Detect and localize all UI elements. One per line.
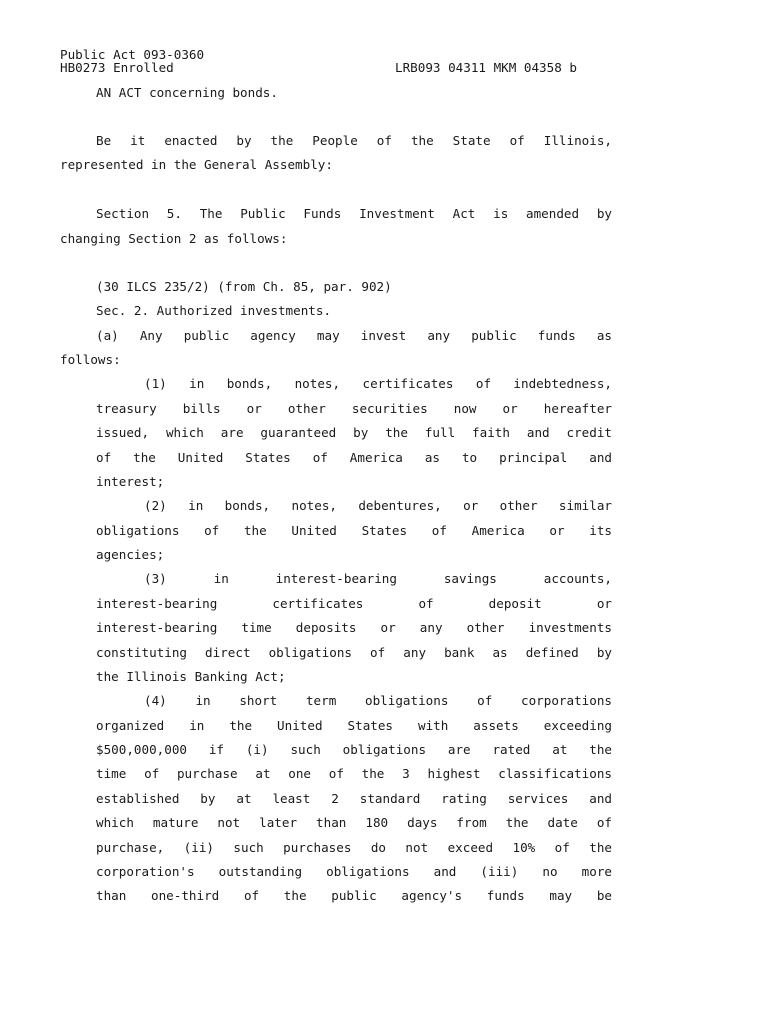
act-title: AN ACT concerning bonds. <box>96 85 278 100</box>
enacting-clause-line: represented in the General Assembly: <box>60 157 333 172</box>
enacting-clause-line: Be it enacted by the People of the State of Illinois, <box>96 133 612 148</box>
item-3-line: interest-bearing certificates of deposit or <box>96 596 612 611</box>
public-act-number: Public Act 093-0360 <box>60 47 205 62</box>
item-1-line: of the United States of America as to principal and <box>96 450 612 465</box>
item-2-line: agencies; <box>96 547 165 562</box>
section-5-line: Section 5. The Public Funds Investment Act is amended by <box>96 206 612 221</box>
item-2-line: (2) in bonds, notes, debentures, or other similar <box>144 498 612 513</box>
item-2-line: obligations of the United States of America or its <box>96 523 612 538</box>
item-3-line: constituting direct obligations of any bank as defined by <box>96 645 612 660</box>
item-4-line: organized in the United States with assets exceeding <box>96 718 612 733</box>
item-4-line: corporation's outstanding obligations and (iii) no more <box>96 864 612 879</box>
item-1-line: interest; <box>96 474 165 489</box>
bill-number: HB0273 Enrolled <box>60 60 174 75</box>
item-3-line: (3) in interest-bearing savings accounts, <box>144 571 612 586</box>
section-5-line: changing Section 2 as follows: <box>60 231 288 246</box>
item-3-line: the Illinois Banking Act; <box>96 669 286 684</box>
paragraph-a-line: follows: <box>60 352 121 367</box>
item-4-line: established by at least 2 standard rating services and <box>96 791 612 806</box>
item-1-line: issued, which are guaranteed by the full faith and credit <box>96 425 612 440</box>
item-1-line: (1) in bonds, notes, certificates of indebtedness, <box>144 376 612 391</box>
item-4-line: purchase, (ii) such purchases do not exceed 10% of the <box>96 840 612 855</box>
item-4-line: than one-third of the public agency's funds may be <box>96 888 612 903</box>
item-4-line: time of purchase at one of the 3 highest classifications <box>96 766 612 781</box>
item-4-line: which mature not later than 180 days from the date of <box>96 815 612 830</box>
item-1-line: treasury bills or other securities now or hereafter <box>96 401 612 416</box>
section-heading: Sec. 2. Authorized investments. <box>96 303 332 318</box>
item-4-line: $500,000,000 if (i) such obligations are rated at the <box>96 742 612 757</box>
citation-line: (30 ILCS 235/2) (from Ch. 85, par. 902) <box>96 279 392 294</box>
item-4-line: (4) in short term obligations of corporations <box>144 693 612 708</box>
lrb-number: LRB093 04311 MKM 04358 b <box>395 60 577 75</box>
paragraph-a-line: (a) Any public agency may invest any public funds as <box>96 328 612 343</box>
item-3-line: interest-bearing time deposits or any other investments <box>96 620 612 635</box>
